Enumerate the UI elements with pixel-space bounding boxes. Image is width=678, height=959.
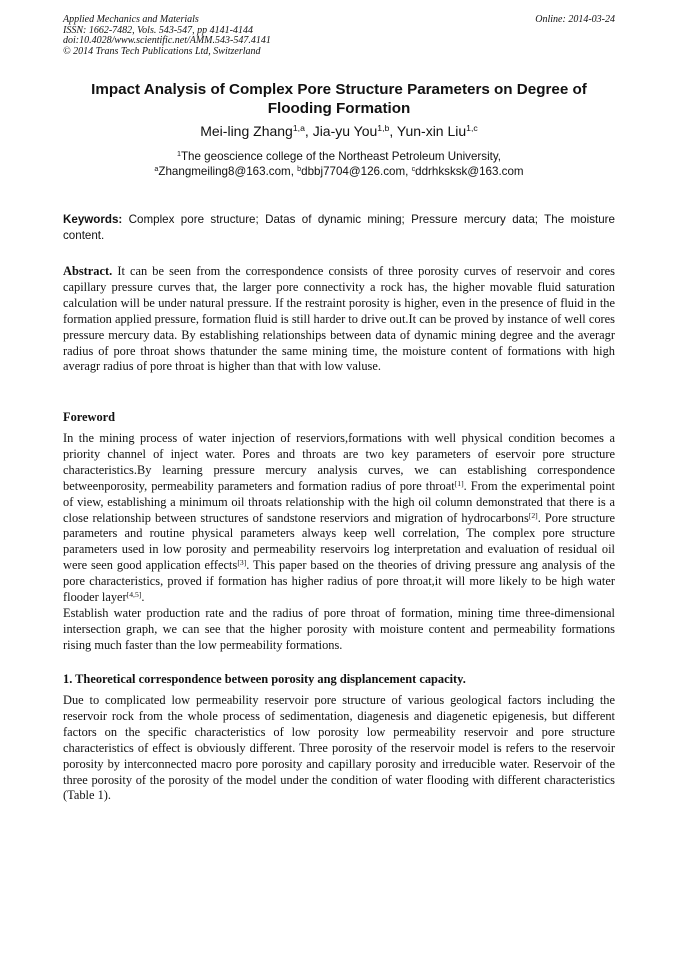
affiliation-text: The geoscience college of the Northeast Petroleum University, bbox=[180, 150, 502, 163]
foreword-paragraph bbox=[63, 431, 615, 606]
keywords-block bbox=[63, 212, 615, 243]
copyright-line: © 2014 Trans Tech Publications Ltd, Switzerland bbox=[63, 45, 261, 57]
email-superscript: b bbox=[297, 164, 302, 174]
abstract-text: It can be seen from the correspondence consists of three porosity curves of reservoir and cores capillary pressure curves that, the larger pore connectivity a rock has, the higher movable fluid saturation calculation will be under natural pressure. If the restraint porosity is higher, even in the presence of fluid in the formation applied pressure, formation fluid is still harder to drive out.It can be proved by instance of well cores pressure mercury data. By establishing relationships between data of dynamic mining degree and the averagr radius of pore throat shows thatunder the same mining time, the moisture content of formations with high averagr radius of pore throat is higher than that with low valuse. bbox=[63, 264, 615, 374]
email-superscript: a bbox=[154, 164, 159, 174]
journal-header bbox=[63, 15, 615, 57]
author-name: Jia-yu You bbox=[312, 123, 378, 139]
affiliation-superscript: 1 bbox=[176, 149, 181, 159]
issn-line: ISSN: 1662-7482, Vols. 543-547, pp 4141-4144 bbox=[63, 24, 253, 36]
section-1-heading: 1. Theoretical correspondence between porosity ang displancement capacity. bbox=[63, 672, 466, 686]
author-superscript: 1,b bbox=[377, 123, 390, 134]
affiliation bbox=[63, 149, 615, 179]
citation-ref[interactable]: [2] bbox=[528, 510, 538, 520]
section-1-paragraph: Due to complicated low permeability reservoir pore structure of various geological factors including the reservoir rock from the whole process of sedimentation, diagenesis and diagenetic epigenesis, but different factors on the specific characteristics of low porosity low permeability reservoir and pore structure characteristics of effect is obviously different. Three porosity of the reservoir model is refers to the reservoir porosity by interconnected macro pore porosity and capillary porosity and irreducible water. Reservoir of the three porosity of the porosity of the model under the condition of water flooding with different characteristics (Table 1). bbox=[63, 693, 615, 803]
author-list: Mei-ling Zhang$^{1,a}$, Jia-yu You$^{1,b}$, Yun-xin Liu$^{1,c}$ bbox=[200, 123, 478, 139]
email-link[interactable]: dbbj7704@126.com bbox=[301, 165, 406, 178]
foreword-heading: Foreword bbox=[63, 410, 116, 424]
citation-ref[interactable]: [1] bbox=[454, 478, 464, 488]
email-list: $^a$Zhangmeiling8@163.com, $^b$dbbj7704@126.com, $^c$ddrhksksk@163.com bbox=[154, 164, 524, 178]
author-name: Yun-xin Liu bbox=[396, 123, 467, 139]
journal-name: Applied Mechanics and Materials bbox=[63, 14, 199, 25]
foreword-text: In the mining process of water injection of reserviors,formations with well physical condition becomes a priority channel of inject water. Pores and throats are two key parameters of eservoir pore structure characteristics.By learning pressure mercury analysis curves, we can establishing correspondence betweenporosity, permeability parameters and formation radius of pore throat bbox=[63, 431, 615, 493]
author-superscript: 1,a bbox=[292, 123, 305, 134]
doi-line[interactable]: doi:10.4028/www.scientific.net/AMM.543-547.4141 bbox=[63, 35, 271, 46]
citation-ref[interactable]: [3] bbox=[237, 558, 247, 568]
foreword-text: . bbox=[141, 590, 145, 605]
citation-ref[interactable]: [4,5] bbox=[126, 589, 142, 599]
paper-title: Impact Analysis of Complex Pore Structure Parameters on Degree of Flooding Formation bbox=[91, 81, 587, 117]
foreword-paragraph-2: Establish water production rate and the radius of pore throat of formation, mining time three-dimensional intersection graph, we can see that the higher porosity with moisture content and permeability formations rising much faster than the low permeability formations. bbox=[63, 606, 615, 652]
keywords-text: Complex pore structure; Datas of dynamic mining; Pressure mercury data; The moisture content. bbox=[63, 213, 615, 242]
foreword-text: . This paper based on the theories of driving pressure ang analysis of the pore characteristics, proved if formation has higher radius of pore throat,it will more likely to be high water flooder layer bbox=[63, 558, 615, 605]
online-date: Online: 2014-03-24 bbox=[535, 14, 615, 25]
foreword-text: . From the experimental point of view, establishing a minimum oil throats relationship with the high oil column demonstrated that there is a close relationship between structures of sandstone reserviors and migration of hydrocarbons bbox=[63, 478, 615, 525]
email-link[interactable]: ddrhksksk@163.com bbox=[415, 165, 524, 178]
author-name: Mei-ling Zhang bbox=[200, 123, 293, 139]
author-superscript: 1,c bbox=[466, 123, 478, 134]
abstract-block bbox=[63, 264, 615, 375]
foreword-text: . Pore structure parameters and routine physical parameters always keep well correlation, The complex pore structure parameters used in low porosity and permeability reservoirs log interpretation and evaluation of residual oil were seen good application effects bbox=[63, 510, 615, 573]
email-superscript: c bbox=[411, 164, 416, 174]
email-link[interactable]: Zhangmeiling8@163.com bbox=[158, 165, 291, 178]
abstract-label: Abstract. bbox=[63, 264, 113, 278]
keywords-label: Keywords: bbox=[63, 213, 123, 226]
